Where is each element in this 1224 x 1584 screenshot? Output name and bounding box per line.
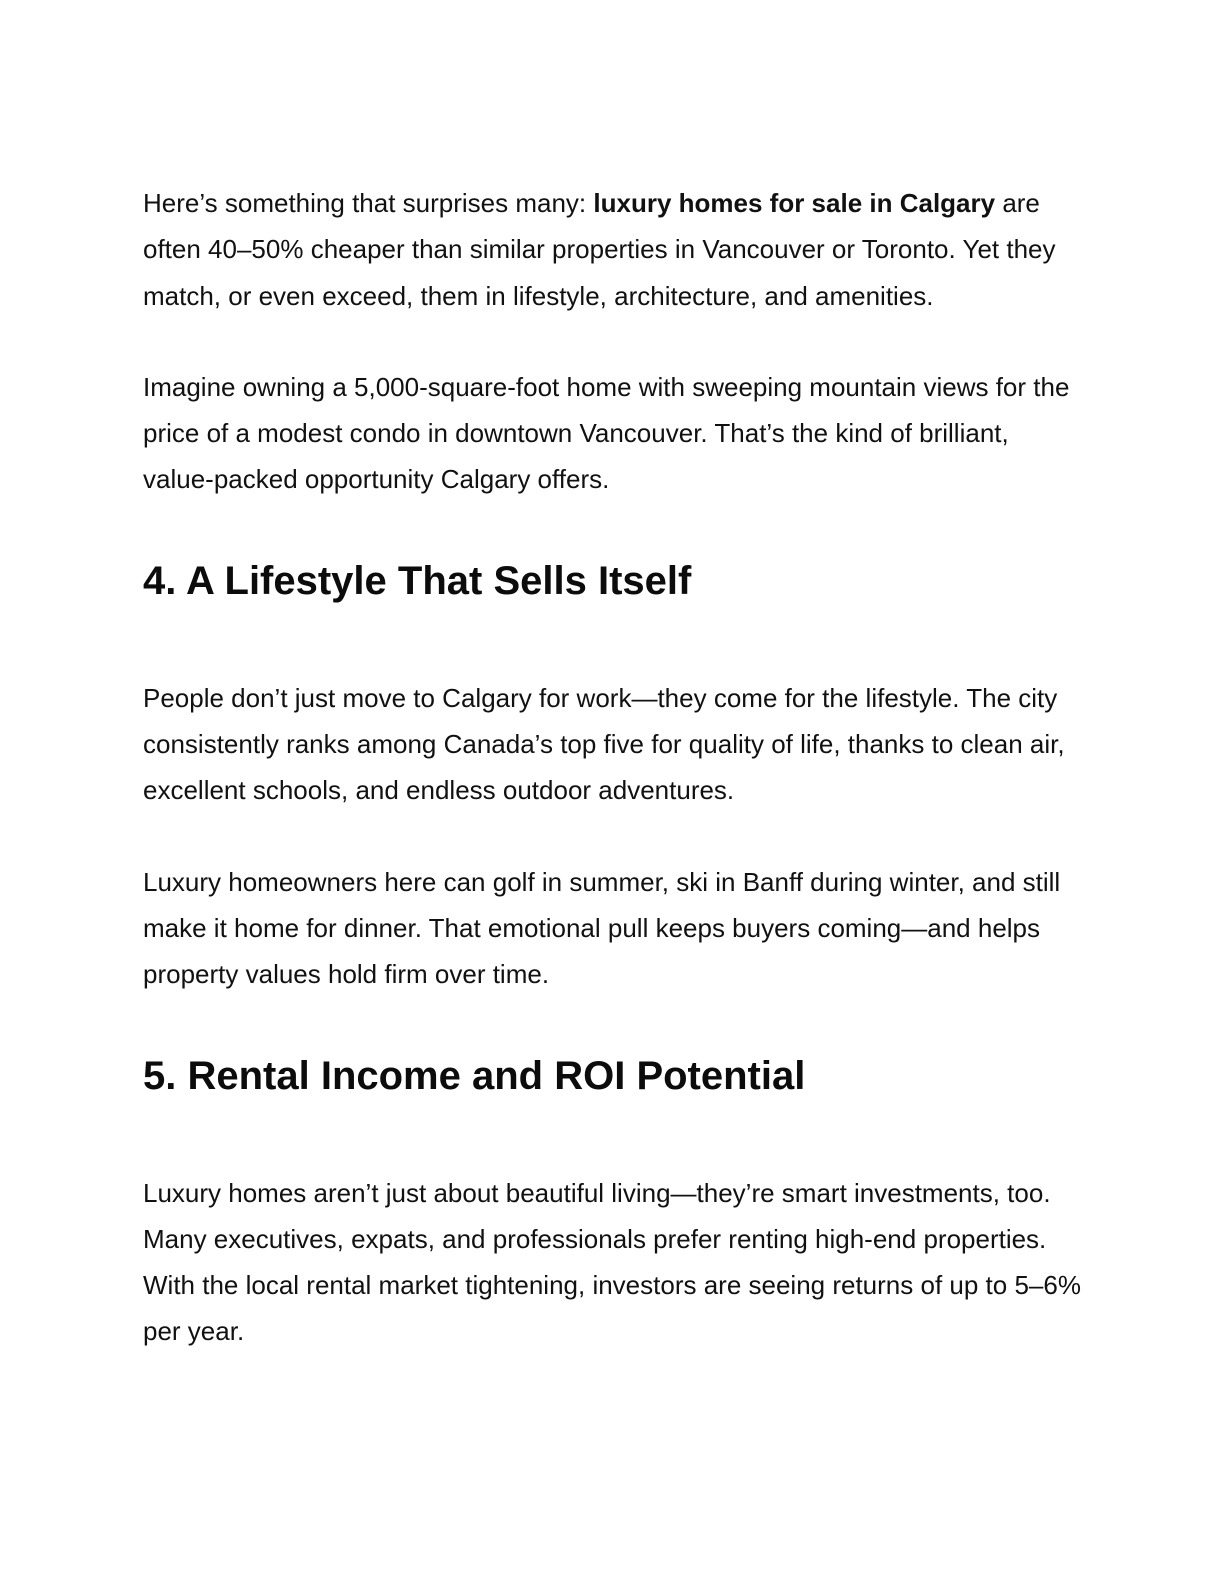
intro-text-start: Here’s something that surprises many: [143, 188, 594, 218]
value-paragraph: Imagine owning a 5,000-square-foot home with sweeping mountain views for the price of a modest condo in downtown Vancouver. That’s the kind of brilliant, value-packed opportunity Calgary offers. [143, 371, 1070, 495]
intro-paragraph [143, 180, 1083, 319]
section-4-paragraph-1: People don’t just move to Calgary for work—they come for the lifestyle. The city consistently ranks among Canada’s top five for quality of life, thanks to clean air, excellent schools, and endless outdoor adventures. [143, 682, 1065, 806]
section-5-paragraph-1: Luxury homes aren’t just about beautiful living—they’re smart investments, too. Many executives, expats, and professionals prefer renting high-end properties. With the local rental market tightening, investors are seeing returns of up to 5–6% per year. [143, 1177, 1081, 1347]
intro-text-end: are often 40–50% cheaper than similar properties in Vancouver or Toronto. Yet they match, or even exceed, them in lifestyle, architecture, and amenities. [143, 188, 1056, 311]
document-page [143, 180, 1083, 1355]
section-4-heading: 4. A Lifestyle That Sells Itself [143, 558, 692, 603]
section-4-paragraph-2: Luxury homeowners here can golf in summer, ski in Banff during winter, and still make it home for dinner. That emotional pull keeps buyers coming—and helps property values hold firm over time. [143, 866, 1061, 990]
intro-bold-phrase: luxury homes for sale in Calgary [593, 188, 996, 218]
section-5-heading: 5. Rental Income and ROI Potential [143, 1053, 806, 1098]
